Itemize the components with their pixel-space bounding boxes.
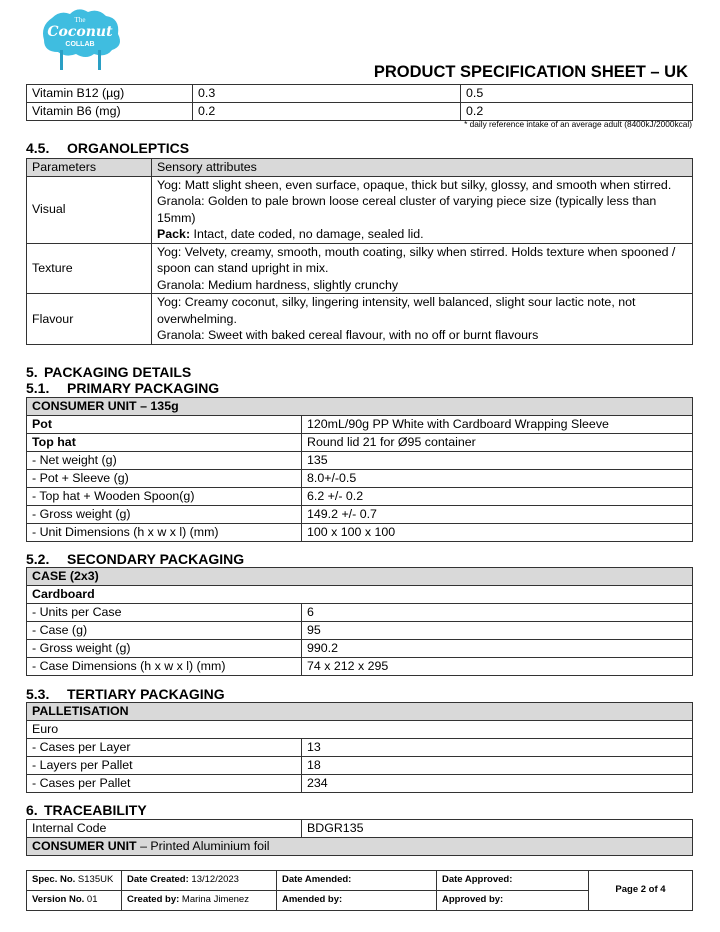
table-row — [27, 524, 693, 542]
row-value: 120mL/90g PP White with Cardboard Wrapping Sleeve — [302, 416, 693, 434]
row-label: - Cases per Layer — [27, 739, 302, 757]
row-value: 100 x 100 x 100 — [302, 524, 693, 542]
column-header: Sensory attributes — [152, 159, 693, 177]
svg-text:Coconut: Coconut — [47, 24, 113, 40]
table-row — [27, 488, 693, 506]
table-row — [27, 103, 693, 121]
row-label: - Pot + Sleeve (g) — [27, 470, 302, 488]
version-number: Version No. 01 — [27, 891, 122, 911]
date-approved: Date Approved: — [437, 871, 589, 891]
table-row — [27, 434, 693, 452]
date-created: Date Created: 13/12/2023 — [122, 871, 277, 891]
row-label: - Unit Dimensions (h x w x l) (mm) — [27, 524, 302, 542]
vitamin-value: 0.2 — [193, 103, 461, 121]
row-label: - Gross weight (g) — [27, 640, 302, 658]
section-heading: 5.3. TERTIARY PACKAGING — [26, 686, 225, 702]
organoleptics-table — [26, 158, 693, 345]
table-row — [27, 775, 693, 793]
row-value: 234 — [302, 775, 693, 793]
consumer-unit-row: CONSUMER UNIT – Printed Aluminium foil — [27, 838, 693, 856]
table-row — [27, 838, 693, 856]
vitamin-name: Vitamin B6 (mg) — [27, 103, 193, 121]
amended-by: Amended by: — [277, 891, 437, 911]
table-row — [27, 820, 693, 838]
table-row — [27, 640, 693, 658]
row-value: 8.0+/-0.5 — [302, 470, 693, 488]
tertiary-packaging-table — [26, 702, 693, 793]
traceability-table — [26, 819, 693, 856]
row-label: - Case Dimensions (h x w x l) (mm) — [27, 658, 302, 676]
page-number: Page 2 of 4 — [589, 871, 693, 911]
table-row — [27, 604, 693, 622]
row-label: - Layers per Pallet — [27, 757, 302, 775]
section-heading: 6. TRACEABILITY — [26, 802, 147, 818]
reference-note: * daily reference intake of an average adult (8400kJ/2000kcal) — [464, 119, 692, 129]
table-title: CONSUMER UNIT – 135g — [27, 398, 693, 416]
table-header-row — [27, 159, 693, 177]
row-value: Round lid 21 for Ø95 container — [302, 434, 693, 452]
approved-by: Approved by: — [437, 891, 589, 911]
vitamin-value: 0.3 — [193, 85, 461, 103]
column-header: Parameters — [27, 159, 152, 177]
spec-number: Spec. No. S135UK — [27, 871, 122, 891]
table-row — [27, 416, 693, 434]
table-row — [27, 739, 693, 757]
table-row — [27, 85, 693, 103]
table-subtitle: Cardboard — [27, 586, 693, 604]
table-title: PALLETISATION — [27, 703, 693, 721]
table-row — [27, 470, 693, 488]
vitamin-ri: 0.2 — [461, 103, 693, 121]
svg-text:The: The — [74, 16, 86, 24]
table-header-row — [27, 568, 693, 586]
parameter-label: Flavour — [27, 294, 152, 345]
parameter-label: Visual — [27, 176, 152, 243]
table-row — [27, 721, 693, 739]
table-row — [27, 294, 693, 345]
vitamin-table — [26, 84, 693, 121]
table-row — [27, 506, 693, 524]
date-amended: Date Amended: — [277, 871, 437, 891]
sensory-attributes: Yog: Creamy coconut, silky, lingering intensity, well balanced, slight sour lactic note, not overwhelming. Granola: Sweet with baked cereal flavour, with no off or burnt flavours — [152, 294, 693, 345]
section-heading: 4.5. ORGANOLEPTICS — [26, 140, 190, 156]
row-value: 990.2 — [302, 640, 693, 658]
section-heading: 5. PACKAGING DETAILS — [26, 364, 192, 380]
vitamin-ri: 0.5 — [461, 85, 693, 103]
vitamin-name: Vitamin B12 (µg) — [27, 85, 193, 103]
table-row — [27, 176, 693, 243]
row-label: - Gross weight (g) — [27, 506, 302, 524]
row-label: - Net weight (g) — [27, 452, 302, 470]
row-label: - Units per Case — [27, 604, 302, 622]
footer-row — [27, 871, 693, 891]
secondary-packaging-table — [26, 567, 693, 676]
table-header-row — [27, 703, 693, 721]
table-header-row — [27, 398, 693, 416]
row-value: 74 x 212 x 295 — [302, 658, 693, 676]
table-row — [27, 622, 693, 640]
svg-text:COLLAB: COLLAB — [65, 41, 95, 48]
table-row — [27, 757, 693, 775]
sensory-attributes: Yog: Matt slight sheen, even surface, opaque, thick but silky, glossy, and smooth when stirred. Granola: Golden to pale brown loose cereal cluster of varying piece size (typically less than 15mm) Pack: Intact, date coded, no damage, sealed lid. — [152, 176, 693, 243]
parameter-label: Texture — [27, 243, 152, 294]
row-value: 18 — [302, 757, 693, 775]
section-heading: 5.2. SECONDARY PACKAGING — [26, 551, 245, 567]
document-footer — [26, 870, 693, 911]
table-row — [27, 452, 693, 470]
table-row — [27, 658, 693, 676]
table-subtitle: Euro — [27, 721, 693, 739]
row-value: 6 — [302, 604, 693, 622]
row-value: BDGR135 — [302, 820, 693, 838]
created-by: Created by: Marina Jimenez — [122, 891, 277, 911]
sensory-attributes: Yog: Velvety, creamy, smooth, mouth coating, silky when stirred. Holds texture when spooned / spoon can stand upright in mix. Granola: Medium hardness, slightly crunchy — [152, 243, 693, 294]
section-heading: 5.1. PRIMARY PACKAGING — [26, 380, 220, 396]
primary-packaging-table — [26, 397, 693, 542]
row-value: 13 — [302, 739, 693, 757]
row-label: - Top hat + Wooden Spoon(g) — [27, 488, 302, 506]
table-row — [27, 586, 693, 604]
row-label: Pot — [27, 416, 302, 434]
company-logo — [36, 6, 124, 74]
row-label: Top hat — [27, 434, 302, 452]
table-row — [27, 243, 693, 294]
row-value: 135 — [302, 452, 693, 470]
row-label: - Case (g) — [27, 622, 302, 640]
row-value: 6.2 +/- 0.2 — [302, 488, 693, 506]
row-value: 95 — [302, 622, 693, 640]
table-title: CASE (2x3) — [27, 568, 693, 586]
sheet-title: PRODUCT SPECIFICATION SHEET – UK — [373, 63, 688, 81]
row-label: Internal Code — [27, 820, 302, 838]
row-label: - Cases per Pallet — [27, 775, 302, 793]
row-value: 149.2 +/- 0.7 — [302, 506, 693, 524]
